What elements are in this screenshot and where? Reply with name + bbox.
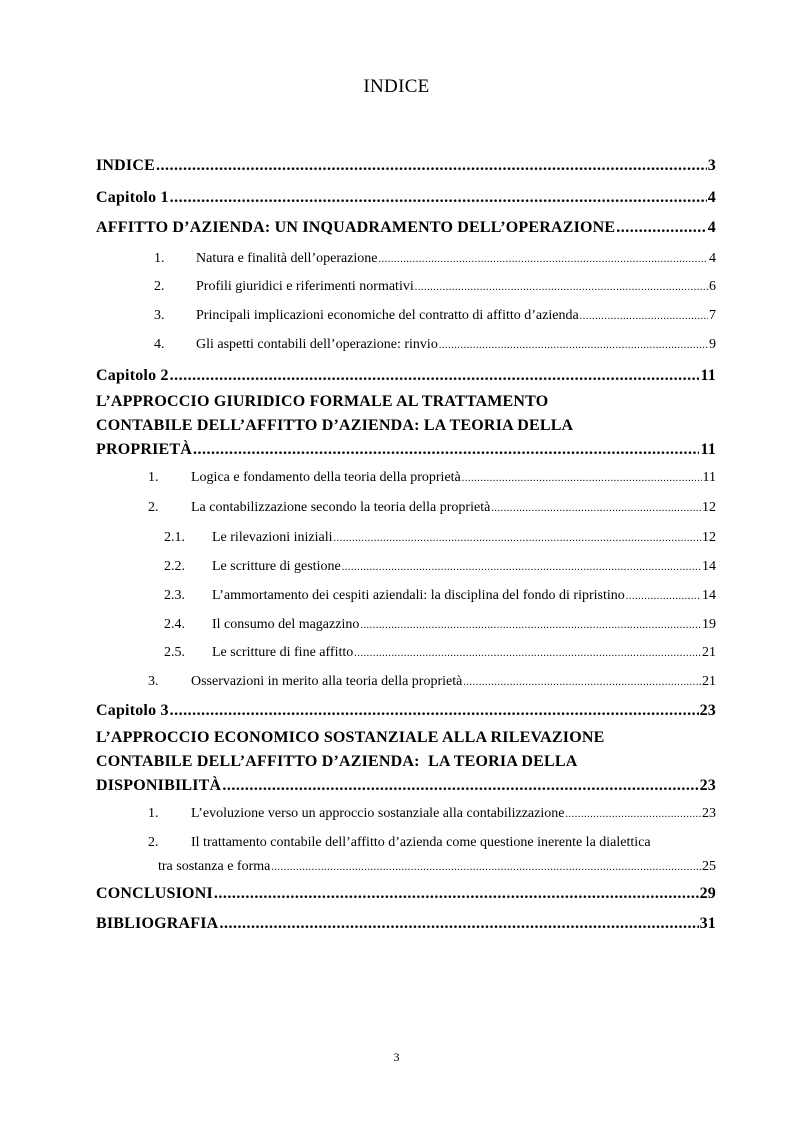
toc-page: 11 bbox=[700, 441, 716, 458]
toc-entry-capitolo-2[interactable] bbox=[96, 364, 716, 388]
toc-page: 25 bbox=[702, 859, 716, 874]
toc-entry-2-2-4[interactable] bbox=[96, 613, 716, 638]
toc-number: 2. bbox=[148, 835, 159, 850]
leader-dots bbox=[219, 912, 698, 936]
toc-page: 9 bbox=[709, 337, 716, 352]
toc-number: 2. bbox=[148, 500, 159, 515]
toc-number: 1. bbox=[148, 806, 159, 821]
toc-label: Le rilevazioni iniziali bbox=[212, 530, 333, 545]
toc-entry-3-1[interactable] bbox=[96, 802, 716, 827]
leader-dots bbox=[626, 585, 701, 609]
toc-entry-2-2-5[interactable] bbox=[96, 641, 716, 666]
toc-entry-1-2[interactable] bbox=[96, 275, 716, 300]
toc-label-line: CONTABILE DELL’AFFITTO D’AZIENDA: LA TEORIA DELLA bbox=[96, 417, 574, 434]
leader-dots bbox=[193, 438, 699, 462]
leader-dots bbox=[214, 882, 699, 906]
toc-page: 14 bbox=[702, 588, 716, 603]
toc-label-line: tra sostanza e forma bbox=[158, 859, 271, 874]
toc-label-line: DISPONIBILITÀ bbox=[96, 777, 222, 794]
toc-page: 6 bbox=[709, 279, 716, 294]
toc-page: 11 bbox=[702, 470, 716, 485]
toc-page: 12 bbox=[702, 530, 716, 545]
toc-entry-chapter-2-title[interactable] bbox=[96, 390, 716, 462]
toc-label: Il consumo del magazzino bbox=[212, 617, 360, 632]
toc-entry-3-2[interactable] bbox=[96, 831, 716, 880]
toc-label: Natura e finalità dell’operazione bbox=[196, 251, 378, 266]
toc-page: 4 bbox=[707, 189, 716, 206]
toc-number: 2.5. bbox=[164, 645, 185, 660]
toc-label: CONCLUSIONI bbox=[96, 885, 213, 902]
toc-label: L’evoluzione verso un approccio sostanziale alla contabilizzazione bbox=[191, 806, 565, 821]
leader-dots bbox=[342, 556, 701, 580]
toc-entry-bibliografia[interactable] bbox=[96, 912, 716, 936]
toc-label: Principali implicazioni economiche del contratto di affitto d’azienda bbox=[196, 308, 579, 323]
leader-dots bbox=[360, 614, 701, 638]
page-number: 3 bbox=[393, 1050, 400, 1064]
leader-dots bbox=[462, 467, 702, 491]
leader-dots bbox=[616, 216, 707, 240]
leader-dots bbox=[491, 497, 701, 521]
toc-page: 12 bbox=[702, 500, 716, 515]
toc-label: Capitolo 1 bbox=[96, 189, 169, 206]
toc-label: Logica e fondamento della teoria della proprietà bbox=[191, 470, 461, 485]
leader-dots bbox=[580, 305, 708, 329]
toc-label: Gli aspetti contabili dell’operazione: rinvio bbox=[196, 337, 438, 352]
toc-number: 2.4. bbox=[164, 617, 185, 632]
toc-entry-2-3[interactable] bbox=[96, 670, 716, 695]
toc-label-line: L’APPROCCIO GIURIDICO FORMALE AL TRATTAMENTO bbox=[96, 393, 549, 410]
toc-number: 1. bbox=[148, 470, 159, 485]
toc-page: 23 bbox=[699, 702, 716, 719]
toc-label-line: L’APPROCCIO ECONOMICO SOSTANZIALE ALLA RILEVAZIONE bbox=[96, 729, 605, 746]
toc-label: Capitolo 3 bbox=[96, 702, 169, 719]
toc-label: Capitolo 2 bbox=[96, 367, 169, 384]
leader-dots bbox=[271, 856, 701, 880]
toc-number: 1. bbox=[154, 251, 165, 266]
toc-page: 11 bbox=[700, 367, 716, 384]
toc-entry-1-4[interactable] bbox=[96, 333, 716, 358]
toc-page: 4 bbox=[707, 219, 716, 236]
leader-dots bbox=[463, 671, 701, 695]
leader-dots bbox=[439, 334, 708, 358]
toc-page: 23 bbox=[702, 806, 716, 821]
toc-number: 2.1. bbox=[164, 530, 185, 545]
toc-page: 4 bbox=[709, 251, 716, 266]
toc-page: 21 bbox=[702, 645, 716, 660]
leader-dots bbox=[334, 527, 701, 551]
toc-number: 2.3. bbox=[164, 588, 185, 603]
toc-page: 31 bbox=[699, 915, 716, 932]
leader-dots bbox=[156, 154, 707, 178]
toc-entry-1-1[interactable] bbox=[96, 247, 716, 272]
toc-entry-chapter-3-title[interactable] bbox=[96, 726, 716, 798]
toc-page: 29 bbox=[699, 885, 716, 902]
toc-label: Le scritture di gestione bbox=[212, 559, 341, 574]
leader-dots bbox=[222, 774, 698, 798]
toc-label: La contabilizzazione secondo la teoria della proprietà bbox=[191, 500, 491, 515]
toc-page: 3 bbox=[707, 157, 716, 174]
toc-entry-2-1[interactable] bbox=[96, 466, 716, 491]
toc-entry-2-2-1[interactable] bbox=[96, 526, 716, 551]
toc-page: 23 bbox=[699, 777, 716, 794]
toc-number: 2. bbox=[154, 279, 165, 294]
leader-dots bbox=[354, 642, 701, 666]
toc-number: 4. bbox=[154, 337, 165, 352]
leader-dots bbox=[170, 186, 707, 210]
toc-entry-conclusioni[interactable] bbox=[96, 882, 716, 906]
leader-dots bbox=[379, 248, 708, 272]
toc-page: 19 bbox=[702, 617, 716, 632]
leader-dots bbox=[170, 699, 699, 723]
toc-label-line: CONTABILE DELL’AFFITTO D’AZIENDA: LA TEORIA DELLA bbox=[96, 753, 578, 770]
toc-label: Osservazioni in merito alla teoria della proprietà bbox=[191, 674, 463, 689]
toc-entry-2-2-2[interactable] bbox=[96, 555, 716, 580]
toc-entry-indice[interactable] bbox=[96, 154, 716, 178]
toc-number: 3. bbox=[148, 674, 159, 689]
leader-dots bbox=[170, 364, 700, 388]
toc-entry-capitolo-1[interactable] bbox=[96, 186, 716, 210]
toc-label: BIBLIOGRAFIA bbox=[96, 915, 219, 932]
toc-label: Profili giuridici e riferimenti normativi bbox=[196, 279, 414, 294]
toc-label-line: PROPRIETÀ bbox=[96, 441, 193, 458]
toc-number: 3. bbox=[154, 308, 165, 323]
leader-dots bbox=[565, 803, 701, 827]
page-title: INDICE bbox=[363, 76, 430, 97]
toc-label: Le scritture di fine affitto bbox=[212, 645, 354, 660]
toc-label: L’ammortamento dei cespiti aziendali: la disciplina del fondo di ripristino bbox=[212, 588, 625, 603]
toc-entry-1-3[interactable] bbox=[96, 304, 716, 329]
toc-label: INDICE bbox=[96, 157, 155, 174]
toc-entry-capitolo-3[interactable] bbox=[96, 699, 716, 723]
leader-dots bbox=[415, 276, 708, 300]
toc-page: 21 bbox=[702, 674, 716, 689]
toc-page: 14 bbox=[702, 559, 716, 574]
toc-entry-chapter-1-title[interactable] bbox=[96, 216, 716, 240]
toc-number: 2.2. bbox=[164, 559, 185, 574]
toc-page: 7 bbox=[709, 308, 716, 323]
toc-label-line: Il trattamento contabile dell’affitto d’azienda come questione inerente la dialettica bbox=[191, 835, 651, 850]
toc-entry-2-2-3[interactable] bbox=[96, 584, 716, 609]
toc-entry-2-2[interactable] bbox=[96, 496, 716, 521]
toc-label: AFFITTO D’AZIENDA: UN INQUADRAMENTO DELL’OPERAZIONE bbox=[96, 219, 616, 236]
